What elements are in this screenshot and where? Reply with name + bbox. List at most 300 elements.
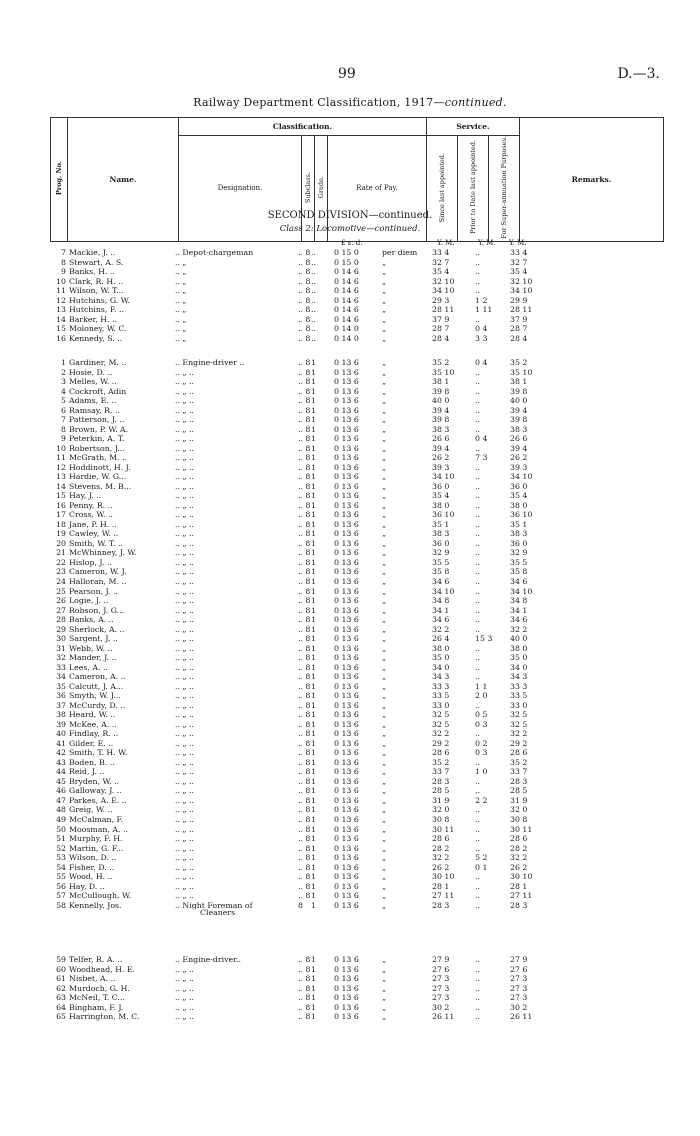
cell-s2: .. <box>475 462 480 472</box>
cell-no: 15 <box>56 491 66 501</box>
cell-no: 53 <box>56 853 66 862</box>
cell-per: „ <box>382 367 387 377</box>
cell-s3: 33 4 <box>510 248 528 257</box>
cell-des: .. „ .. <box>175 634 194 644</box>
cell-grade: 1 <box>311 815 316 824</box>
cell-des: .. „ .. <box>175 548 194 558</box>
cell-pay: 0 13 6 <box>334 358 359 367</box>
cell-s1: 34 10 <box>432 586 455 596</box>
cell-name: Robson, J. G... <box>69 605 125 615</box>
cell-s3: 30 11 <box>510 824 533 834</box>
cell-s2: .. <box>475 776 480 786</box>
cell-des: .. „ .. <box>175 964 194 974</box>
cell-grade: 1 <box>311 719 316 729</box>
cell-name: Galloway, J. .. <box>69 786 122 796</box>
cell-s3: 32 2 <box>510 624 528 634</box>
cell-s1: 33 4 <box>432 248 450 257</box>
cell-sub: .. 8 <box>298 491 311 501</box>
cell-no: 32 <box>56 653 66 663</box>
cell-name: Bryden, W. .. <box>69 776 120 786</box>
cell-des: .. „ <box>175 267 187 276</box>
cell-no: 23 <box>56 567 66 577</box>
cell-s3: 32 10 <box>510 276 533 286</box>
cell-pay: 0 13 6 <box>334 748 359 758</box>
cell-grade: 1 <box>311 434 316 444</box>
header-service: Service. <box>427 118 520 136</box>
table-row <box>0 691 700 701</box>
cell-pay: 0 13 6 <box>334 719 359 729</box>
cell-s3: 36 0 <box>510 538 528 548</box>
table-row <box>0 993 700 1003</box>
table-row <box>0 974 700 984</box>
cell-des: .. „ .. <box>175 415 194 425</box>
cell-name: McNeil, T. C... <box>69 993 125 1003</box>
cell-s3: 27 3 <box>510 993 528 1003</box>
cell-s3: 39 3 <box>510 462 528 472</box>
cell-no: 4 <box>61 386 66 396</box>
cell-per: „ <box>382 738 387 748</box>
cell-sub: .. 8 <box>298 964 311 974</box>
cell-s1: 26 4 <box>432 634 450 644</box>
cell-grade: 1 <box>311 900 316 910</box>
cell-name: Hislop, J. .. <box>69 557 112 567</box>
cell-pay: 0 13 6 <box>334 795 359 805</box>
cell-s2: .. <box>475 605 480 615</box>
cell-des: .. „ .. <box>175 795 194 805</box>
cell-name: Calcutt, J. A... <box>69 681 124 691</box>
cell-sub: .. 8 <box>298 519 311 529</box>
cell-name: Fisher, D. .. <box>69 862 115 872</box>
cell-sub: .. 8 <box>298 405 311 415</box>
cell-s3: 30 10 <box>510 872 533 882</box>
cell-s3: 33 5 <box>510 691 528 701</box>
cell-sub: .. 8 <box>298 424 311 434</box>
cell-s2: 0 3 <box>475 719 488 729</box>
cell-des: .. „ .. <box>175 405 194 415</box>
cell-s1: 28 2 <box>432 843 450 853</box>
cell-no: 21 <box>56 548 66 558</box>
cell-sub: .. 8 <box>298 305 311 315</box>
cell-sub: .. 8 <box>298 891 311 901</box>
cell-no: 46 <box>56 786 66 796</box>
table-row <box>0 815 700 825</box>
cell-per: „ <box>382 834 387 843</box>
cell-s1: 30 8 <box>432 815 450 824</box>
cell-s3: 34 10 <box>510 286 533 296</box>
cell-no: 47 <box>56 795 66 805</box>
cell-s2: .. <box>475 983 480 993</box>
cell-sub: .. 8 <box>298 276 311 286</box>
table-row <box>0 387 700 397</box>
cell-pay: 0 13 6 <box>334 681 359 691</box>
cell-no: 42 <box>56 748 66 758</box>
cell-per: „ <box>382 472 387 482</box>
cell-s2: .. <box>475 424 480 434</box>
cell-sub: .. 8 <box>298 993 311 1003</box>
cell-des: .. „ .. <box>175 462 194 472</box>
cell-s3: 35 5 <box>510 557 528 567</box>
cell-des: .. „ .. <box>175 853 194 862</box>
cell-s2: .. <box>475 786 480 796</box>
cell-sub: .. 8 <box>298 367 311 377</box>
cell-name: Hutchins, F. .. <box>69 305 124 315</box>
cell-des: .. „ .. <box>175 481 194 491</box>
cell-per: „ <box>382 767 387 777</box>
cell-per: „ <box>382 719 387 729</box>
cell-s1: 35 1 <box>432 519 450 529</box>
cell-des: .. „ .. <box>175 615 194 624</box>
cell-s2: 1 1 <box>475 681 488 691</box>
cell-name: Brown, P. W. A. <box>69 424 129 434</box>
cell-per: „ <box>382 900 387 910</box>
cell-pay: 0 13 6 <box>334 710 359 720</box>
cell-pay: 0 13 6 <box>334 776 359 786</box>
cell-des: .. „ .. <box>175 557 194 567</box>
cell-pay: 0 13 6 <box>334 548 359 558</box>
cell-grade: .. <box>311 324 316 334</box>
cell-per: „ <box>382 548 387 558</box>
cell-per: „ <box>382 964 387 974</box>
cell-pay: 0 13 6 <box>334 672 359 682</box>
cell-s1: 26 6 <box>432 434 450 444</box>
cell-no: 1 <box>61 358 66 367</box>
cell-pay: 0 13 6 <box>334 843 359 853</box>
cell-per: „ <box>382 881 387 891</box>
cell-per: „ <box>382 453 387 463</box>
cell-pay: 0 13 6 <box>334 557 359 567</box>
cell-des: .. „ .. <box>175 748 194 758</box>
cell-per: „ <box>382 1012 387 1022</box>
table-row <box>0 358 700 368</box>
cell-des: .. „ .. <box>175 424 194 434</box>
cell-s1: 26 11 <box>432 1012 455 1022</box>
cell-pay: 0 13 6 <box>334 786 359 796</box>
cell-no: 41 <box>56 738 66 748</box>
cell-name: Murdoch, G. H. <box>69 983 130 993</box>
cell-sub: .. 8 <box>298 710 311 720</box>
cell-no: 18 <box>56 519 66 529</box>
cell-s3: 32 7 <box>510 257 528 267</box>
cell-grade: 1 <box>311 557 316 567</box>
cell-s2: .. <box>475 396 480 406</box>
cell-s2: .. <box>475 529 480 539</box>
cell-grade: .. <box>311 267 316 276</box>
cell-sub: .. 8 <box>298 434 311 444</box>
table-row <box>0 577 700 587</box>
cell-pay: 0 14 6 <box>334 286 359 296</box>
table-row <box>0 434 700 444</box>
cell-s1: 33 7 <box>432 767 450 777</box>
cell-name: Wilson, W. T... <box>69 286 124 296</box>
cell-s2: .. <box>475 1012 480 1022</box>
unit-lsd: £ s. d. <box>341 239 363 247</box>
cell-des: .. „ <box>175 276 187 286</box>
cell-name: Martin, G. F... <box>69 843 124 853</box>
cell-pay: 0 13 6 <box>334 691 359 701</box>
cell-name: Bingham, F. J. <box>69 1002 124 1012</box>
header-rate-of-pay: Rate of Pay. <box>328 136 427 242</box>
table-row <box>0 844 700 854</box>
cell-s3: 28 1 <box>510 881 528 891</box>
cell-grade: .. <box>311 286 316 296</box>
cell-s1: 29 2 <box>432 738 450 748</box>
cell-grade: 1 <box>311 596 316 605</box>
cell-s3: 35 1 <box>510 519 528 529</box>
cell-name: Cameron, W. J. <box>69 567 127 577</box>
cell-s3: 36 10 <box>510 510 533 520</box>
cell-grade: 1 <box>311 710 316 720</box>
cell-grade: 1 <box>311 757 316 767</box>
cell-no: 27 <box>56 605 66 615</box>
cell-grade: 1 <box>311 834 316 843</box>
cell-name: Hardie, W. G... <box>69 472 127 482</box>
cell-name: Findlay, R. .. <box>69 729 119 739</box>
cell-sub: .. 8 <box>298 862 311 872</box>
page-title <box>0 96 700 109</box>
cell-per: „ <box>382 586 387 596</box>
cell-s3: 30 2 <box>510 1002 528 1012</box>
cell-pay: 0 13 6 <box>334 519 359 529</box>
cell-no: 25 <box>56 586 66 596</box>
cell-s1: 34 8 <box>432 596 450 605</box>
cell-grade: 1 <box>311 586 316 596</box>
cell-name: Logie, J. .. <box>69 596 109 605</box>
table-row <box>0 1012 700 1022</box>
cell-per: „ <box>382 824 387 834</box>
cell-s2: .. <box>475 843 480 853</box>
cell-s1: 27 6 <box>432 964 450 974</box>
cell-s2: 7 3 <box>475 453 488 463</box>
cell-des: .. „ .. <box>175 491 194 501</box>
cell-s3: 27 9 <box>510 955 528 964</box>
cell-s3: 38 1 <box>510 377 528 386</box>
cell-des: .. „ .. <box>175 710 194 720</box>
table-row <box>0 296 700 306</box>
cell-s1: 30 11 <box>432 824 455 834</box>
cell-sub: .. 8 <box>298 719 311 729</box>
cell-no: 16 <box>56 500 66 510</box>
cell-s2: .. <box>475 662 480 672</box>
cell-s3: 27 3 <box>510 974 528 983</box>
cell-grade: 1 <box>311 500 316 510</box>
cell-s2: .. <box>475 491 480 501</box>
cell-s2: 15 3 <box>475 634 493 644</box>
cell-grade: 1 <box>311 824 316 834</box>
cell-s1: 34 0 <box>432 662 450 672</box>
cell-s2: 0 3 <box>475 748 488 758</box>
cell-sub: .. 8 <box>298 358 311 367</box>
cell-no: 39 <box>56 719 66 729</box>
cell-name: Moloney, W. C. <box>69 324 127 334</box>
cell-s3: 34 10 <box>510 472 533 482</box>
cell-grade: 1 <box>311 805 316 815</box>
table-row <box>0 396 700 406</box>
cell-s3: 40 0 <box>510 634 528 644</box>
cell-no: 10 <box>56 276 66 286</box>
cell-grade: .. <box>311 333 316 343</box>
cell-sub: .. 8 <box>298 596 311 605</box>
cell-no: 13 <box>56 472 66 482</box>
cell-s2: 1 11 <box>475 305 493 315</box>
cell-grade: 1 <box>311 643 316 653</box>
cell-name: Robertson, J... <box>69 443 125 453</box>
cell-sub: .. 8 <box>298 462 311 472</box>
cell-no: 56 <box>56 881 66 891</box>
cell-s2: 2 2 <box>475 795 488 805</box>
cell-pay: 0 13 6 <box>334 653 359 663</box>
cell-per: „ <box>382 415 387 425</box>
cell-per: „ <box>382 257 387 267</box>
cell-grade: 1 <box>311 605 316 615</box>
cell-sub: .. 8 <box>298 538 311 548</box>
table-row <box>0 548 700 558</box>
cell-s3: 27 3 <box>510 983 528 993</box>
table-row <box>0 368 700 378</box>
cell-s2: .. <box>475 834 480 843</box>
cell-per: „ <box>382 748 387 758</box>
cell-s3: 35 0 <box>510 653 528 663</box>
cell-s2: .. <box>475 700 480 710</box>
cell-s1: 34 10 <box>432 286 455 296</box>
cell-des: .. „ .. <box>175 529 194 539</box>
cell-s3: 33 7 <box>510 767 528 777</box>
cell-sub: .. 8 <box>298 776 311 786</box>
cell-sub: .. 8 <box>298 529 311 539</box>
cell-s3: 26 2 <box>510 862 528 872</box>
table-row <box>0 463 700 473</box>
cell-s2: .. <box>475 267 480 276</box>
cell-no: 45 <box>56 776 66 786</box>
cell-s3: 40 0 <box>510 396 528 406</box>
cell-s1: 40 0 <box>432 396 450 406</box>
cell-sub: .. 8 <box>298 824 311 834</box>
cell-pay: 0 13 6 <box>334 738 359 748</box>
cell-s2: .. <box>475 548 480 558</box>
cell-pay: 0 13 6 <box>334 662 359 672</box>
table-row <box>0 425 700 435</box>
cell-s1: 33 5 <box>432 691 450 701</box>
cell-per: „ <box>382 700 387 710</box>
cell-pay: 0 14 6 <box>334 295 359 305</box>
cell-name: Gilder, E. .. <box>69 738 114 748</box>
cell-des: .. „ .. <box>175 510 194 520</box>
cell-des: .. „ .. <box>175 834 194 843</box>
table-row <box>0 415 700 425</box>
cell-sub: .. 8 <box>298 983 311 993</box>
cell-des: .. „ .. <box>175 891 194 901</box>
cell-per: „ <box>382 653 387 663</box>
cell-no: 52 <box>56 843 66 853</box>
cell-s2: .. <box>475 405 480 415</box>
cell-s2: .. <box>475 519 480 529</box>
cell-sub: .. 8 <box>298 453 311 463</box>
table-header <box>50 117 664 242</box>
cell-s2: .. <box>475 955 480 964</box>
cell-per: „ <box>382 605 387 615</box>
cell-des: .. „ .. <box>175 434 194 444</box>
cell-s3: 27 11 <box>510 891 533 901</box>
cell-s3: 33 0 <box>510 700 528 710</box>
cell-des: .. „ .. <box>175 672 194 682</box>
cell-sub: .. 8 <box>298 396 311 406</box>
cell-s1: 39 8 <box>432 386 450 396</box>
cell-no: 59 <box>56 955 66 964</box>
cell-s1: 32 10 <box>432 276 455 286</box>
cell-s3: 29 9 <box>510 295 528 305</box>
cell-no: 48 <box>56 805 66 815</box>
cell-s2: 3 3 <box>475 333 488 343</box>
cell-per: „ <box>382 358 387 367</box>
cell-s2: .. <box>475 757 480 767</box>
cell-sub: .. 8 <box>298 415 311 425</box>
cell-des: .. „ .. <box>175 843 194 853</box>
cell-per: „ <box>382 1002 387 1012</box>
cell-name: Smith, W. T. .. <box>69 538 123 548</box>
cell-per: „ <box>382 481 387 491</box>
table-row <box>0 324 700 334</box>
cell-grade: .. <box>311 314 316 324</box>
cell-per: „ <box>382 853 387 862</box>
cell-des: .. „ .. <box>175 872 194 882</box>
cell-grade: 1 <box>311 955 316 964</box>
cell-s2: .. <box>475 377 480 386</box>
cell-name: McGrath, M. .. <box>69 453 127 463</box>
cell-des: .. „ .. <box>175 605 194 615</box>
cell-des: .. „ .. <box>175 805 194 815</box>
cell-per: „ <box>382 333 387 343</box>
cell-no: 5 <box>61 396 66 406</box>
cell-grade: 1 <box>311 472 316 482</box>
cell-s1: 28 3 <box>432 900 450 910</box>
cell-no: 11 <box>56 286 66 296</box>
cell-s1: 38 0 <box>432 643 450 653</box>
cell-s1: 39 4 <box>432 405 450 415</box>
cell-s2: .. <box>475 557 480 567</box>
cell-s3: 39 8 <box>510 386 528 396</box>
cell-grade: 1 <box>311 567 316 577</box>
cell-pay: 0 14 6 <box>334 305 359 315</box>
cell-s1: 36 0 <box>432 481 450 491</box>
cell-no: 14 <box>56 314 66 324</box>
cell-des: .. „ <box>175 333 187 343</box>
cell-s3: 35 10 <box>510 367 533 377</box>
cell-s3: 34 8 <box>510 596 528 605</box>
cell-sub: .. 8 <box>298 386 311 396</box>
cell-pay: 0 13 6 <box>334 453 359 463</box>
cell-sub: .. 8 <box>298 548 311 558</box>
cell-des: .. „ .. <box>175 643 194 653</box>
table-row <box>0 863 700 873</box>
cell-des: .. „ <box>175 286 187 296</box>
cell-per: „ <box>382 529 387 539</box>
cell-sub: .. 8 <box>298 500 311 510</box>
cell-des: .. „ .. <box>175 786 194 796</box>
header-prior-to: Prior to Date last appointed. <box>458 136 489 242</box>
table-row <box>0 634 700 644</box>
cell-no: 15 <box>56 324 66 334</box>
cell-per: „ <box>382 891 387 901</box>
cell-s2: 2 0 <box>475 691 488 701</box>
table-row <box>0 277 700 287</box>
table-row <box>0 377 700 387</box>
cell-per: „ <box>382 519 387 529</box>
cell-name: McWhinney, J. W. <box>69 548 137 558</box>
cell-s3: 34 3 <box>510 672 528 682</box>
cell-s2: .. <box>475 472 480 482</box>
cell-no: 17 <box>56 510 66 520</box>
cell-per: „ <box>382 662 387 672</box>
cell-sub: .. 8 <box>298 567 311 577</box>
